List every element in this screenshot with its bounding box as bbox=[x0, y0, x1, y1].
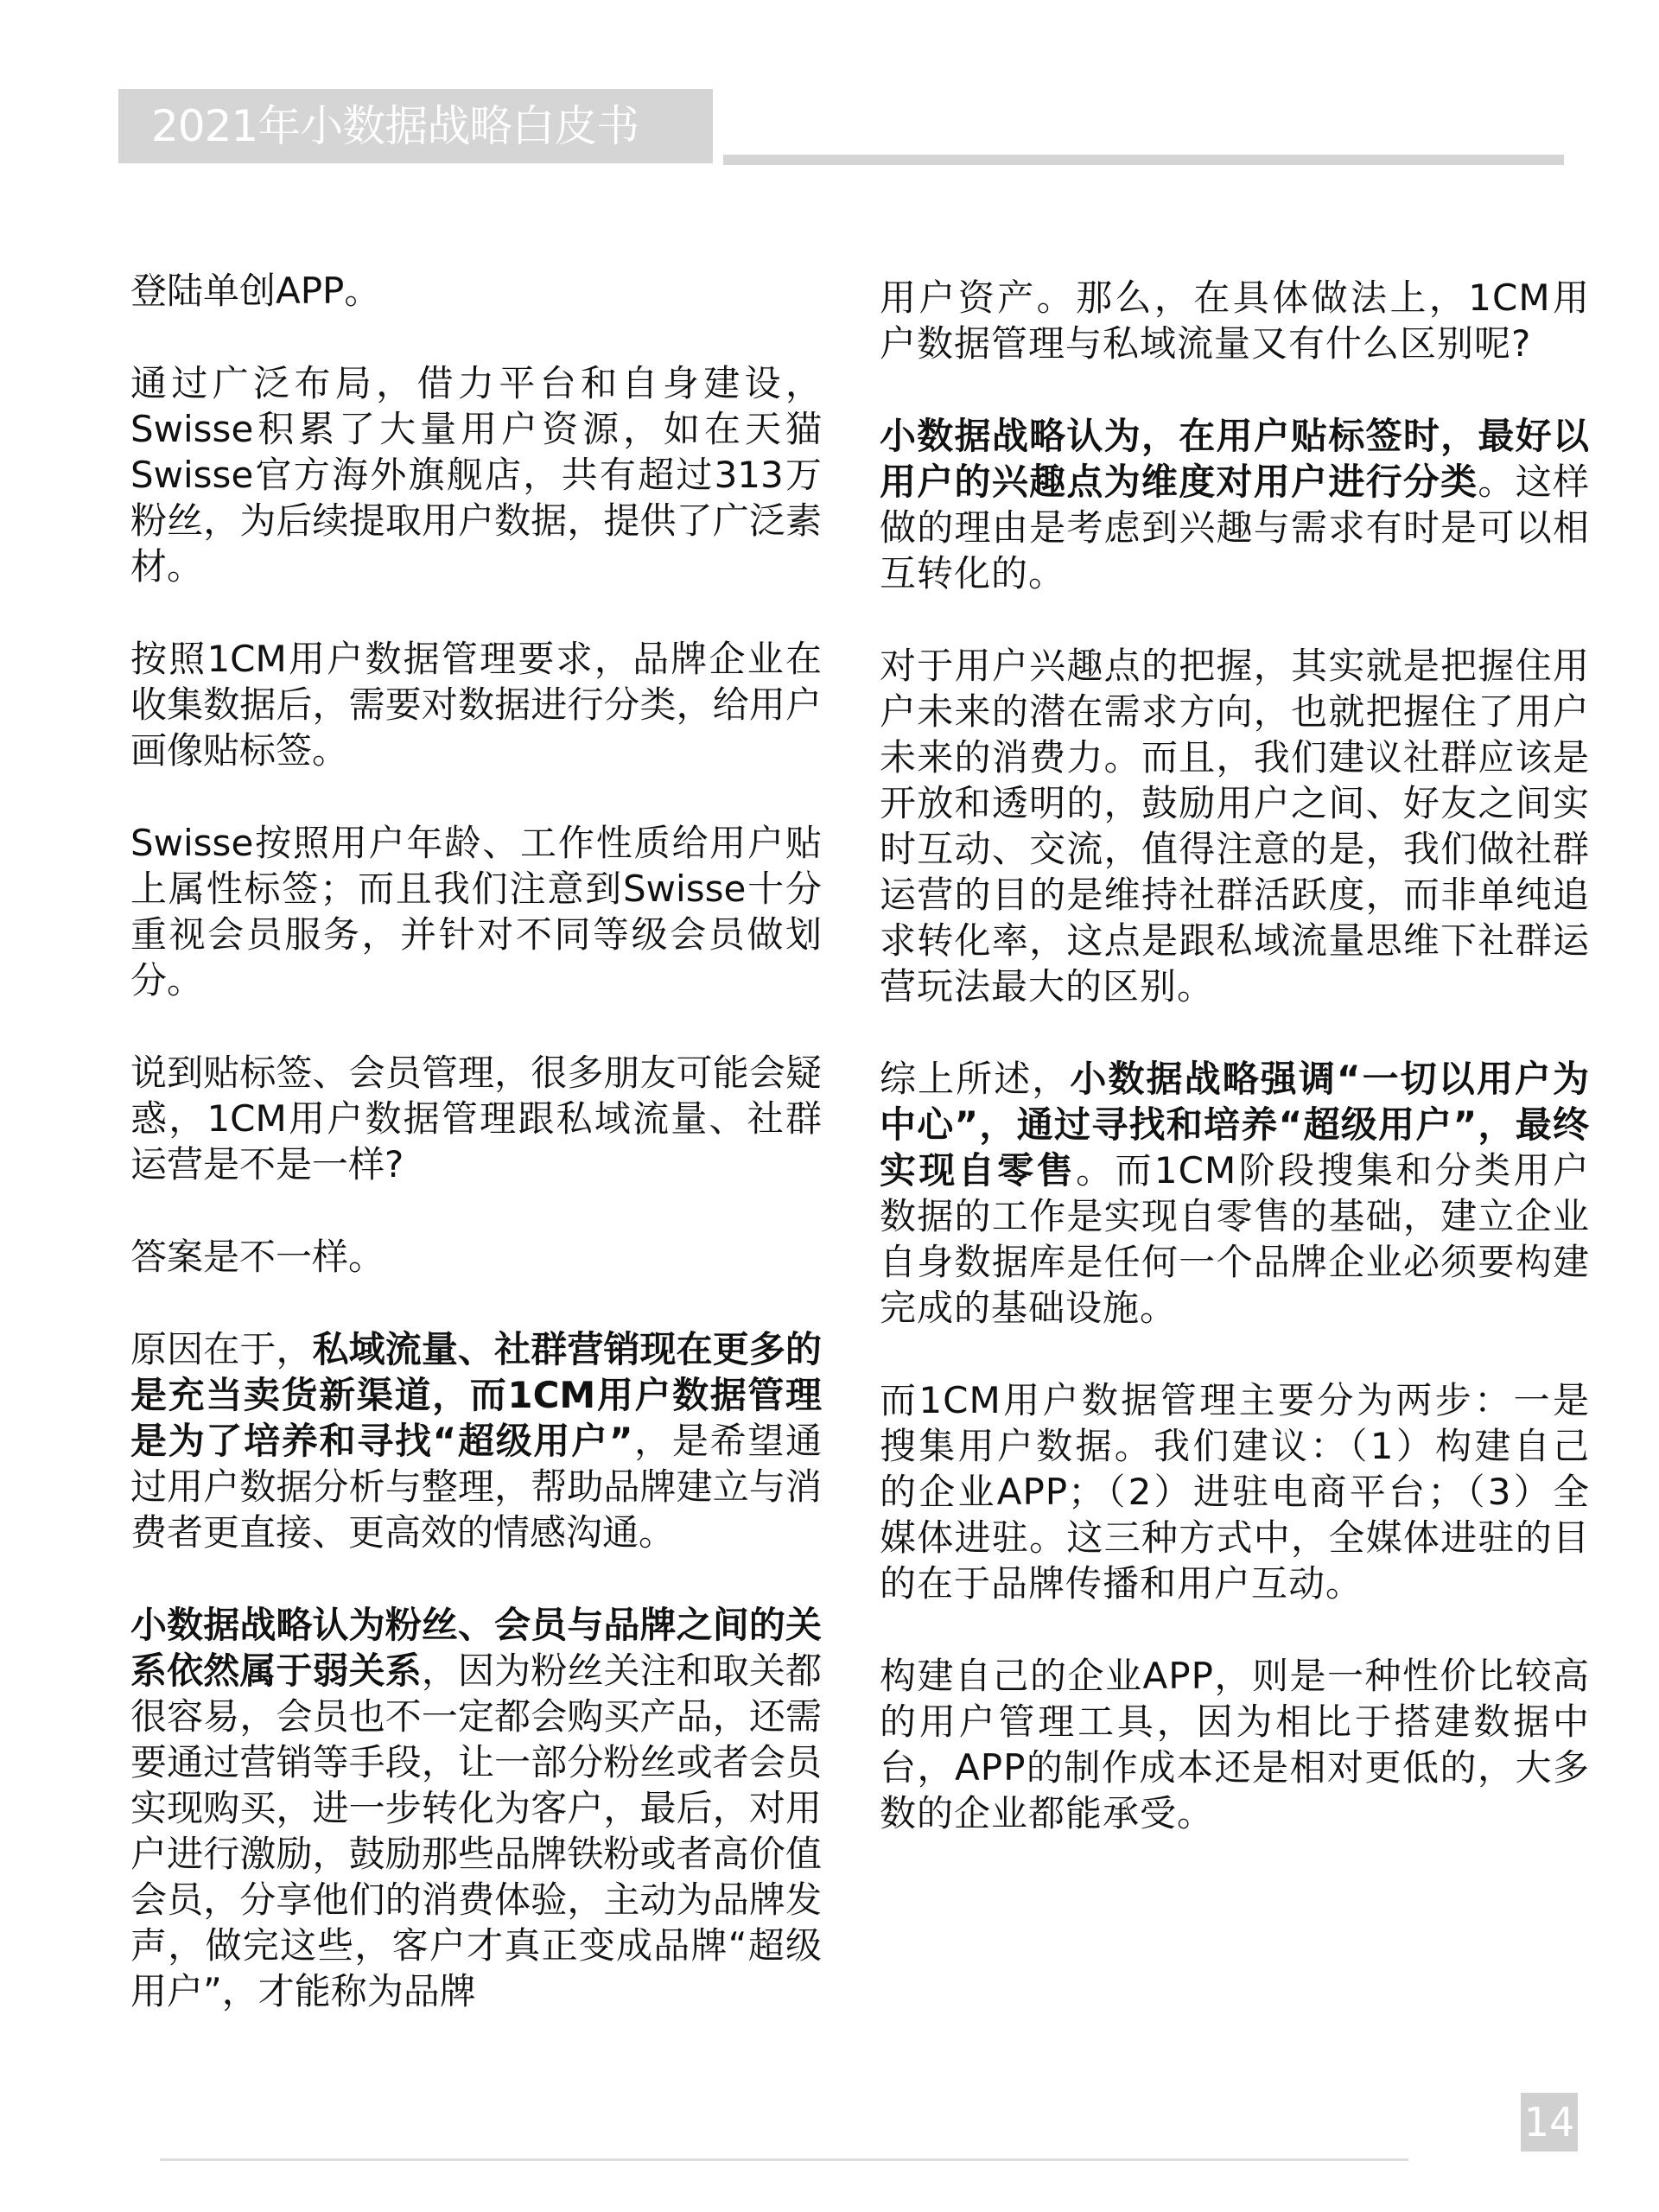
left-column bbox=[130, 268, 822, 2061]
text-run: 综上所述， bbox=[880, 1058, 1071, 1100]
right-column bbox=[880, 275, 1590, 1883]
text-run: 通过广泛布局，借力平台和自身建设，Swisse积累了大量用户资源，如在天猫Swisse官方海外旗舰店，共有超过313万粉丝，为后续提取用户数据，提供了广泛素材。 bbox=[130, 362, 822, 588]
text-run: Swisse按照用户年龄、工作性质给用户贴上属性标签；而且我们注意到Swisse十分重视会员服务，并针对不同等级会员做划分。 bbox=[130, 822, 822, 1001]
bold-text: 小数据战略认为，在用户贴标签时，最好以用户的兴趣点为维度对用户进行分类 bbox=[880, 415, 1590, 503]
text-run: ，是希望通过用户数据分析与整理，帮助品牌建立与消费者更直接、更高效的情感沟通。 bbox=[130, 1420, 822, 1554]
text-run: 用户资产。那么，在具体做法上，1CM用户数据管理与私域流量又有什么区别呢? bbox=[880, 276, 1590, 365]
text-run: 答案是不一样。 bbox=[130, 1236, 385, 1278]
bold-text: 小数据战略强调“一切以用户为中心”，通过寻找和培养“超级用户”，最终实现自零售 bbox=[880, 1058, 1590, 1192]
text-run: 原因在于， bbox=[130, 1328, 313, 1370]
paragraph bbox=[880, 1377, 1590, 1606]
paragraph bbox=[130, 1234, 822, 1280]
text-run: 对于用户兴趣点的把握，其实就是把握住用户未来的潜在需求方向，也就把握住了用户未来的消费力。而且，我们建议社群应该是开放和透明的，鼓励用户之间、好友之间实时互动、交流，值得注意的是，我们做社群运营的目的是维持社群活跃度，而非单纯追求转化率，这点是跟私域流量思维下社群运营玩法最大的区别。 bbox=[880, 645, 1590, 1007]
header-band bbox=[118, 89, 1564, 163]
header-rule bbox=[723, 155, 1564, 165]
paragraph bbox=[130, 268, 822, 314]
paragraph bbox=[130, 1326, 822, 1555]
text-run: 。而1CM阶段搜集和分类用户数据的工作是实现自零售的基础，建立企业自身数据库是任何一个品牌企业必须要构建完成的基础设施。 bbox=[880, 1149, 1590, 1329]
text-run: 。这样做的理由是考虑到兴趣与需求有时是可以相互转化的。 bbox=[880, 461, 1590, 594]
paragraph bbox=[130, 820, 822, 1003]
paragraph bbox=[880, 275, 1590, 366]
paragraph bbox=[880, 1056, 1590, 1331]
paragraph bbox=[130, 360, 822, 589]
text-run: 按照1CM用户数据管理要求，品牌企业在收集数据后，需要对数据进行分类，给用户画像贴标签。 bbox=[130, 638, 822, 772]
paragraph bbox=[130, 636, 822, 773]
paragraph bbox=[880, 643, 1590, 1009]
text-run: 构建自己的企业APP，则是一种性价比较高的用户管理工具，因为相比于搭建数据中台，APP的制作成本还是相对更低的，大多数的企业都能承受。 bbox=[880, 1655, 1590, 1834]
paragraph bbox=[880, 413, 1590, 596]
footer-rule bbox=[160, 2158, 1408, 2161]
paragraph bbox=[130, 1602, 822, 2014]
paragraph bbox=[880, 1653, 1590, 1836]
text-run: 说到贴标签、会员管理，很多朋友可能会疑惑，1CM用户数据管理跟私域流量、社群运营是不是一样? bbox=[130, 1052, 822, 1185]
bold-text: 私域流量、社群营销现在更多的是充当卖货新渠道，而1CM用户数据管理是为了培养和寻找“超级用户” bbox=[130, 1328, 822, 1462]
text-run: 登陆单创APP。 bbox=[130, 270, 381, 312]
text-run: 而1CM用户数据管理主要分为两步：一是搜集用户数据。我们建议：（1）构建自己的企业APP；（2）进驻电商平台；（3）全媒体进驻。这三种方式中，全媒体进驻的目的在于品牌传播和用户互动。 bbox=[880, 1379, 1590, 1605]
paragraph bbox=[130, 1050, 822, 1187]
page-number: 14 bbox=[1523, 2099, 1575, 2145]
document-title: 2021年小数据战略白皮书 bbox=[151, 101, 639, 151]
bold-text: 小数据战略认为粉丝、会员与品牌之间的关系依然属于弱关系 bbox=[130, 1604, 822, 1692]
page-number-box bbox=[1521, 2093, 1578, 2152]
header-title-box bbox=[118, 89, 713, 163]
text-run: ，因为粉丝关注和取关都很容易，会员也不一定都会购买产品，还需要通过营销等手段，让一部分粉丝或者会员实现购买，进一步转化为客户，最后，对用户进行激励，鼓励那些品牌铁粉或者高价值会员，分享他们的消费体验，主动为品牌发声，做完这些，客户才真正变成品牌“超级用户”，才能称为品牌 bbox=[130, 1649, 822, 2012]
